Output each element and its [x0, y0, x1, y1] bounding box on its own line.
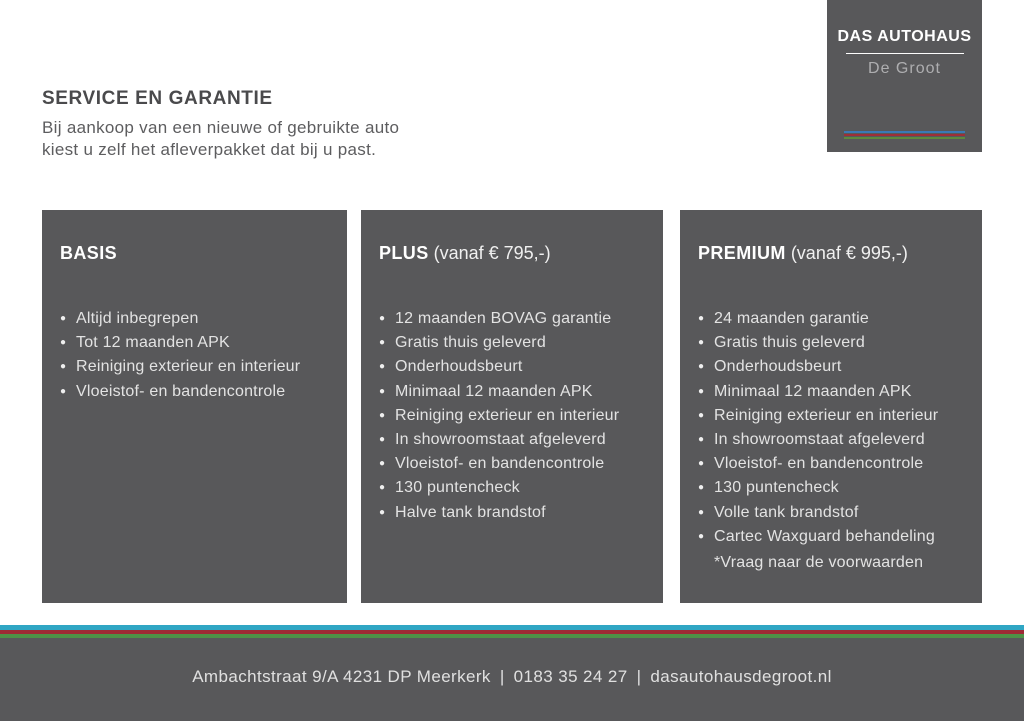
- footer-separator: |: [499, 667, 505, 686]
- page-subtitle: [42, 117, 399, 161]
- package-feature: ● Gratis thuis geleverd: [379, 331, 663, 355]
- brand-divider: [846, 53, 964, 54]
- package-feature: ● 130 puntencheck: [379, 476, 663, 500]
- package-feature: ● Volle tank brandstof: [698, 501, 982, 525]
- package-price: (vanaf € 795,-): [428, 243, 551, 263]
- package-name: PLUS: [379, 243, 429, 263]
- package-feature: ● Minimaal 12 maanden APK: [379, 380, 663, 404]
- logo-stripe-blue: [844, 131, 965, 133]
- package-feature: ● Halve tank brandstof: [379, 501, 663, 525]
- package-feature: ● Reiniging exterieur en interieur: [698, 404, 982, 428]
- package-feature: ● Cartec Waxguard behandeling: [698, 525, 982, 549]
- brand-tricolor-stripes: [844, 131, 965, 139]
- footer-tricolor-stripes: [0, 625, 1024, 638]
- package-title-basis: [42, 210, 347, 263]
- footer-separator: |: [636, 667, 642, 686]
- footer-bar: [0, 638, 1024, 721]
- package-card-premium: [680, 210, 982, 603]
- package-feature: ● In showroomstaat afgeleverd: [698, 428, 982, 452]
- package-name: BASIS: [60, 243, 118, 263]
- package-footnote: *Vraag naar de voorwaarden: [714, 554, 924, 572]
- package-feature: ● Onderhoudsbeurt: [379, 355, 663, 379]
- package-feature: ● Tot 12 maanden APK: [60, 331, 347, 355]
- package-title-plus: [361, 210, 663, 263]
- page-subtitle-line2: kiest u zelf het afleverpakket dat bij u past.: [42, 140, 377, 159]
- package-feature: ● Onderhoudsbeurt: [698, 355, 982, 379]
- brand-logo: [827, 0, 982, 152]
- package-card-plus: [361, 210, 663, 603]
- footer-contact-line: [0, 638, 1024, 687]
- package-name: PREMIUM: [698, 243, 786, 263]
- footer-website: dasautohausdegroot.nl: [650, 667, 832, 686]
- brand-subname: De Groot: [868, 60, 941, 77]
- package-price: (vanaf € 995,-): [785, 243, 908, 263]
- package-card-basis: [42, 210, 347, 603]
- package-feature-list: [361, 307, 663, 525]
- package-feature-list: [42, 307, 347, 404]
- package-feature: ● Altijd inbegrepen: [60, 307, 347, 331]
- package-feature: ● Gratis thuis geleverd: [698, 331, 982, 355]
- logo-stripe-red: [844, 134, 965, 136]
- package-feature-list: [680, 307, 982, 549]
- package-feature: ● Reiniging exterieur en interieur: [60, 355, 347, 379]
- page-header: [42, 88, 399, 161]
- footer-address: Ambachtstraat 9/A 4231 DP Meerkerk: [192, 667, 491, 686]
- brand-name: DAS AUTOHAUS: [837, 28, 972, 45]
- package-feature: ● Reiniging exterieur en interieur: [379, 404, 663, 428]
- package-feature: ● Vloeistof- en bandencontrole: [698, 452, 982, 476]
- package-feature: ● In showroomstaat afgeleverd: [379, 428, 663, 452]
- package-feature: ● 24 maanden garantie: [698, 307, 982, 331]
- page-title: SERVICE EN GARANTIE: [42, 88, 273, 109]
- package-feature: ● Vloeistof- en bandencontrole: [60, 380, 347, 404]
- package-feature: ● 12 maanden BOVAG garantie: [379, 307, 663, 331]
- page-subtitle-line1: Bij aankoop van een nieuwe of gebruikte auto: [42, 118, 400, 137]
- package-feature: ● Vloeistof- en bandencontrole: [379, 452, 663, 476]
- package-feature: ● 130 puntencheck: [698, 476, 982, 500]
- logo-stripe-green: [844, 137, 965, 139]
- footer-phone: 0183 35 24 27: [513, 667, 628, 686]
- package-title-premium: [680, 210, 982, 263]
- package-feature: ● Minimaal 12 maanden APK: [698, 380, 982, 404]
